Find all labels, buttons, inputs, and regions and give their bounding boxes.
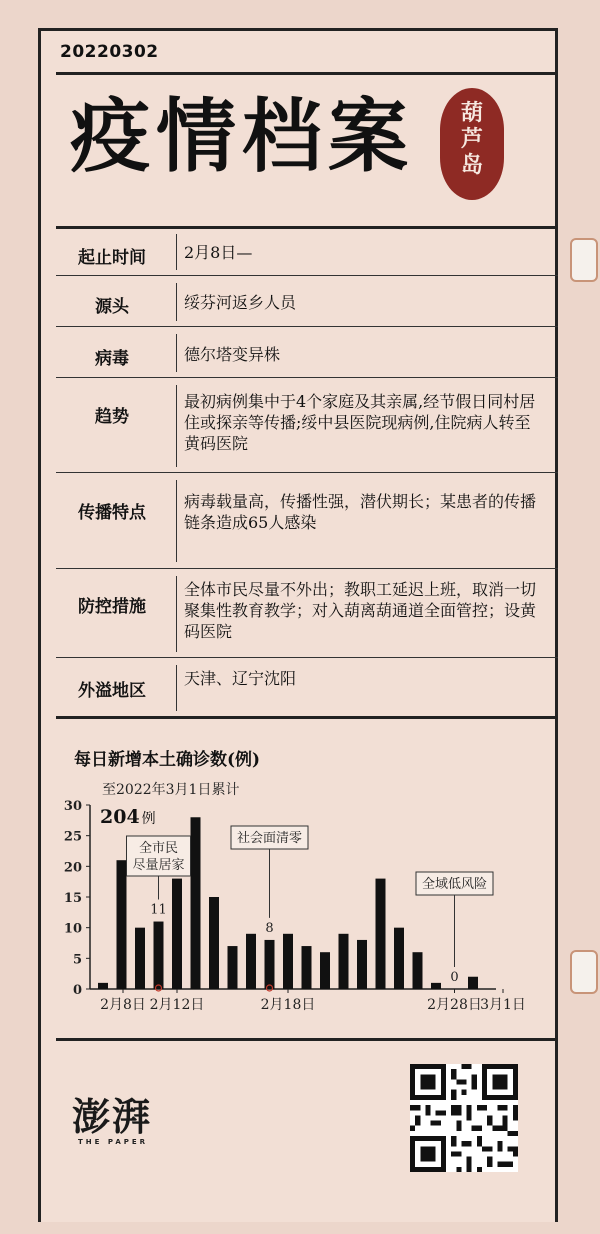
bar [283,934,293,989]
logo: 澎湃 [72,1094,153,1139]
annotation-text: 全市民 [138,841,179,856]
bar [154,922,164,989]
logo-subtitle: THE PAPER [78,1138,149,1146]
x-tick-label: 2月8日 [100,997,146,1013]
row-label-virus: 病毒 [95,349,129,369]
data-label: 0 [450,970,459,985]
y-tick-label: 15 [63,891,82,906]
x-tick-label: 2月28日 [427,997,482,1013]
bar [376,879,386,989]
qr-code [410,1064,518,1172]
chart-subtitle: 至2022年3月1日累计 [102,782,240,798]
y-tick-label: 10 [63,921,82,937]
bar [172,879,182,989]
bar [320,952,330,989]
bar [413,952,423,989]
bar [209,897,219,989]
bar [191,817,201,989]
row-label-control: 防控措施 [78,597,146,617]
y-tick-label: 0 [72,983,82,998]
row-label-period: 起止时间 [78,248,146,268]
bar [357,940,367,989]
bar [431,983,441,989]
x-tick-label: 2月18日 [260,997,316,1013]
row-value-control: 全体市民尽量不外出；教职工延迟上班，取消一切聚集性教育教学；对入葫离葫通道全面管控；设黄码医院 [184,580,537,641]
annotation-text: 全域低风险 [421,877,488,892]
total-unit: 例 [141,811,156,827]
chart-title: 每日新增本土确诊数(例) [74,750,261,770]
row-label-source: 源头 [95,297,129,317]
y-tick-label: 30 [63,799,82,814]
bar [117,860,127,989]
bar [302,946,312,989]
y-tick-label: 20 [63,860,82,876]
x-tick-label: 3月1日 [480,997,526,1013]
data-label: 11 [150,902,167,918]
bar [394,928,404,989]
seal-char: 芦 [460,126,483,152]
bar [246,934,256,989]
bar [265,940,275,989]
annotation-text: 尽量居家 [132,858,185,873]
bar [135,928,145,989]
x-tick-label: 2月12日 [149,997,205,1013]
annotation-text: 社会面清零 [236,831,303,846]
bar [468,977,478,989]
data-label: 8 [265,920,274,936]
page-title: 疫情档案 [70,89,414,183]
row-value-source: 绥芬河返乡人员 [184,293,297,312]
row-label-transmission: 传播特点 [78,503,146,523]
row-label-spillover: 外溢地区 [78,681,146,701]
bar [228,946,238,989]
seal-char: 葫 [460,100,483,126]
total-value: 204 [100,806,140,828]
bar [339,934,349,989]
y-tick-label: 5 [72,952,82,968]
row-label-trend: 趋势 [95,407,129,427]
seal-char: 岛 [460,152,483,178]
row-value-trend: 最初病例集中于4个家庭及其亲属,经节假日同村居住或探亲等传播;绥中县医院现病例,住院病人转至黄码医院 [184,392,536,453]
row-value-virus: 德尔塔变异株 [184,345,281,364]
issue-date: 20220302 [60,42,159,62]
row-value-transmission: 病毒载量高，传播性强，潜伏期长；某患者的传播链条造成65人感染 [184,492,537,532]
bar [98,983,108,989]
row-value-period: 2月8日— [184,243,253,262]
divider [56,1038,558,1041]
row-value-spillover: 天津、辽宁沈阳 [184,669,297,688]
y-tick-label: 25 [63,829,82,845]
